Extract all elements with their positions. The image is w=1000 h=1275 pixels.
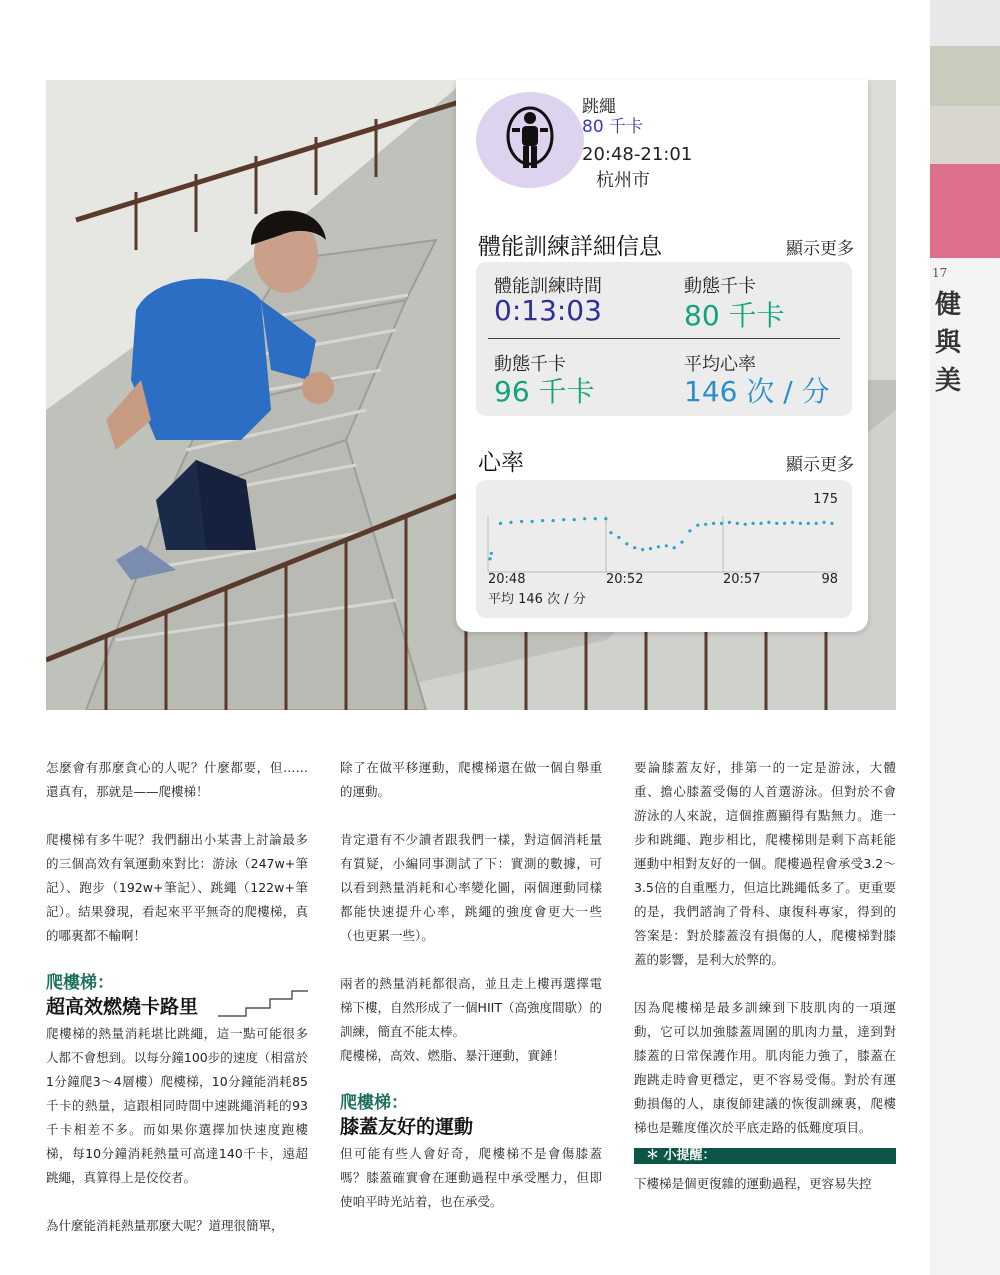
- side-strip-bg: [930, 258, 1000, 1275]
- activity-calories: 80 千卡: [582, 117, 644, 137]
- subhead-title-text: 超高效燃燒卡路里: [46, 996, 199, 1018]
- heart-rate-point: [807, 522, 810, 525]
- paragraph: 除了在做平移運動，爬樓梯還在做一個自舉重的運動。: [340, 760, 602, 799]
- subhead-title: 膝蓋友好的運動: [340, 1116, 474, 1138]
- heart-rate-point: [696, 524, 699, 527]
- heart-rate-point: [617, 536, 620, 539]
- heart-rate-point: [712, 522, 715, 525]
- stat-label: 體能訓練時間: [494, 276, 602, 297]
- heart-rate-point: [775, 522, 778, 525]
- workout-summary-card: [456, 80, 868, 632]
- paragraph: 兩者的熱量消耗都很高，並且走上樓再選擇電梯下樓，自然形成了一個HIIT（高強度間歇）的訓練，簡直不能太棒。: [340, 976, 602, 1039]
- activity-city: 杭州市: [596, 170, 650, 191]
- stat-value-avg-heart-rate: 146 次 / 分: [684, 375, 830, 408]
- heart-rate-point: [552, 519, 555, 522]
- heart-rate-point: [759, 522, 762, 525]
- details-title: 體能訓練詳細信息: [478, 234, 662, 260]
- hr-time-tick: 20:48: [488, 572, 526, 587]
- stat-value-active-calories: 80 千卡: [684, 299, 785, 332]
- stat-value-total-calories: 96 千卡: [494, 375, 595, 408]
- heart-rate-point: [649, 547, 652, 550]
- page-number: 17: [932, 266, 948, 280]
- hr-time-tick: 20:52: [606, 572, 644, 587]
- heart-rate-point: [583, 517, 586, 520]
- paragraph: 下樓梯是個更復雜的運動過程，更容易失控: [634, 1176, 872, 1191]
- paragraph: 要論膝蓋友好，排第一的一定是游泳，大體重、擔心膝蓋受傷的人首選游泳。但對於不會游泳的人來說，這個推薦顯得有點無力。進一步和跳繩、跑步相比，爬樓梯則是剩下高耗能運動中相對友好的一個。爬樓過程會承受3.2～3.5倍的自重壓力，但這比跳繩低多了。更重要的是，我們諮詢了骨科、康復科專家，得到的答案是：對於膝蓋沒有損傷的人，爬樓梯對膝蓋的影響，是利大於弊的。: [634, 760, 896, 967]
- heart-rate-point: [641, 548, 644, 551]
- side-strip-top: [930, 0, 1000, 46]
- stat-label: 動態千卡: [494, 354, 566, 375]
- stat-label: 平均心率: [684, 354, 756, 375]
- heart-rate-point: [665, 544, 668, 547]
- paragraph: 但可能有些人會好奇，爬樓梯不是會傷膝蓋嗎？膝蓋確實會在運動過程中承受壓力，但即使咱平時光站着，也在承受。: [340, 1146, 602, 1209]
- side-strip-olive: [930, 46, 1000, 106]
- heart-rate-point: [720, 522, 723, 525]
- heart-rate-point: [657, 545, 660, 548]
- article-column-3: [634, 756, 896, 1196]
- heart-rate-point: [609, 531, 612, 534]
- heart-rate-title: 心率: [478, 450, 524, 476]
- heart-rate-point: [830, 522, 833, 525]
- heart-rate-point: [633, 546, 636, 549]
- heart-rate-chart: [476, 480, 852, 618]
- stairs-decoration-icon: [218, 990, 308, 1018]
- heart-rate-point: [562, 518, 565, 521]
- heart-rate-point: [509, 521, 512, 524]
- heart-rate-point: [704, 523, 707, 526]
- heart-rate-point: [688, 529, 691, 532]
- side-strip-gray: [930, 106, 1000, 164]
- heart-rate-point: [744, 523, 747, 526]
- stats-divider: [488, 338, 840, 339]
- paragraph: 為什麼能消耗熱量那麼大呢？道理很簡單，: [46, 1218, 284, 1233]
- subhead-kicker: 爬樓梯：: [340, 1093, 408, 1113]
- jump-rope-person-icon: [504, 106, 556, 172]
- article-column-2: [340, 756, 602, 1214]
- heart-rate-point: [625, 542, 628, 545]
- workout-avatar: [476, 92, 584, 188]
- stat-label: 動態千卡: [684, 276, 756, 297]
- details-show-more-link[interactable]: 顯示更多: [786, 239, 854, 259]
- paragraph: 爬樓梯的熱量消耗堪比跳繩，這一點可能很多人都不會想到。以每分鐘100步的速度（相當於1分鐘爬3～4層樓）爬樓梯，10分鐘能消耗85千卡的熱量，這跟相同時間中速跳繩消耗的93千卡相差不多。而如果你選擇加快速度跑樓梯，每10分鐘消耗熱量可高達140千卡，遠超跳繩，真算得上是佼佼者。: [46, 1026, 308, 1185]
- heart-rate-point: [783, 522, 786, 525]
- stats-panel: [476, 262, 852, 416]
- heart-rate-point: [541, 519, 544, 522]
- heart-rate-point: [573, 518, 576, 521]
- paragraph: 肯定還有不少讀者跟我們一樣，對這個消耗量有質疑，小編同事測試了下：實測的數據，可以看到熱量消耗和心率變化圖，兩個運動同樣都能快速提升心率，跳繩的強度會更大一些（也更累一些）。: [340, 832, 602, 943]
- heart-rate-show-more-link[interactable]: 顯示更多: [786, 455, 854, 475]
- paragraph: 爬樓梯，高效、燃脂、暴汗運動，實錘！: [340, 1048, 566, 1063]
- paragraph: 怎麼會有那麼貪心的人呢？什麼都要，但……還真有，那就是——爬樓梯！: [46, 760, 308, 799]
- heart-rate-point: [736, 522, 739, 525]
- hr-time-tick: 20:57: [723, 572, 761, 587]
- activity-name: 跳繩: [582, 97, 616, 117]
- hr-max-label: 175: [813, 492, 838, 507]
- heart-rate-point: [594, 517, 597, 520]
- stat-value-duration: 0:13:03: [494, 294, 602, 327]
- side-strip-pink: [930, 164, 1000, 258]
- paragraph: 因為爬樓梯是最多訓練到下肢肌肉的一項運動，它可以加強膝蓋周圍的肌肉力量，達到對膝蓋的日常保護作用。肌肉能力強了，膝蓋在跑跳走時會更穩定，更不容易受傷。對於有運動損傷的人，康復師建議的恢復訓練裏，爬樓梯也是難度僅次於平底走路的低難度項目。: [634, 1000, 896, 1135]
- heart-rate-point: [490, 552, 493, 555]
- heart-rate-point: [791, 521, 794, 524]
- tip-banner: ＊ 小提醒：: [634, 1148, 896, 1164]
- heart-rate-point: [752, 522, 755, 525]
- activity-time-range: 20:48-21:01: [582, 144, 693, 165]
- heart-rate-point: [728, 521, 731, 524]
- heart-rate-point: [673, 546, 676, 549]
- subhead-kicker: 爬樓梯：: [46, 973, 114, 993]
- heart-rate-point: [799, 522, 802, 525]
- article-column-1: [46, 756, 308, 1238]
- subhead-title: [46, 994, 308, 1020]
- heart-rate-point: [604, 517, 607, 520]
- heart-rate-point: [488, 557, 491, 560]
- heart-rate-point: [767, 521, 770, 524]
- heart-rate-point: [531, 520, 534, 523]
- section-title: 健與美: [934, 290, 961, 396]
- hr-average: 平均 146 次 / 分: [488, 592, 586, 607]
- heart-rate-point: [815, 522, 818, 525]
- heart-rate-point: [680, 541, 683, 544]
- hr-min-label: 98: [821, 572, 838, 587]
- heart-rate-point: [499, 522, 502, 525]
- heart-rate-point: [520, 520, 523, 523]
- paragraph: 爬樓梯有多牛呢？我們翻出小某書上討論最多的三個高效有氧運動來對比：游泳（247w+筆記）、跑步（192w+筆記）、跳繩（122w+筆記）。結果發現，看起來平平無奇的爬樓梯，真的哪裏都不輸啊！: [46, 832, 308, 943]
- heart-rate-point: [823, 521, 826, 524]
